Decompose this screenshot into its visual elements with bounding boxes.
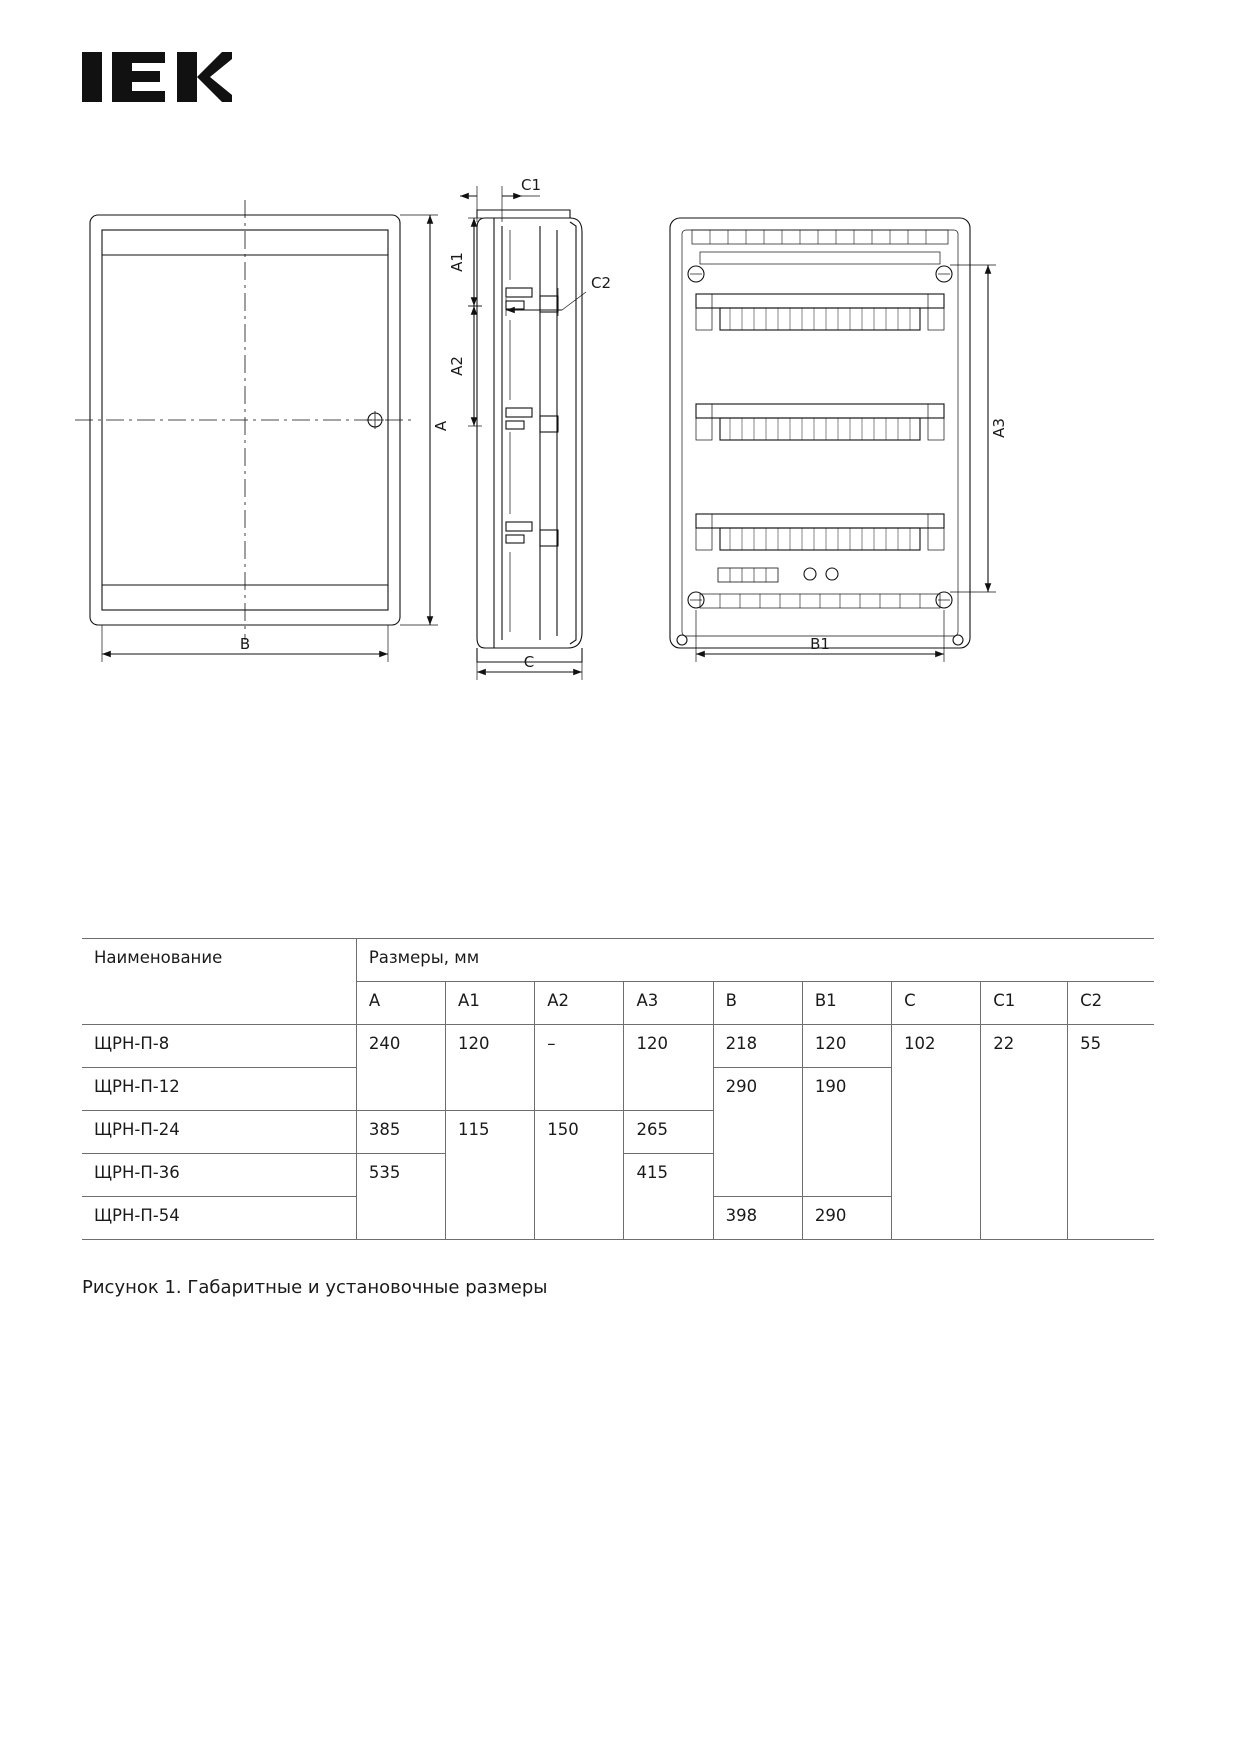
cell-A: 535	[356, 1154, 445, 1240]
dim-label-C2: C2	[590, 274, 612, 292]
front-view	[75, 200, 415, 640]
cell-A: 385	[356, 1111, 445, 1154]
table-header-row-1	[82, 939, 1154, 982]
internal-view	[670, 218, 970, 648]
cell-name: ЩРН-П-24	[82, 1111, 356, 1154]
cell-A2: 150	[535, 1111, 624, 1240]
cell-name: ЩРН-П-8	[82, 1025, 356, 1068]
cell-C: 102	[892, 1025, 981, 1240]
header-col-C2: C2	[1068, 982, 1154, 1025]
dimension-A	[400, 215, 438, 625]
figure-caption: Рисунок 1. Габаритные и установочные размеры	[82, 1277, 548, 1298]
header-col-A3: A3	[624, 982, 713, 1025]
cell-B1: 190	[802, 1068, 891, 1197]
dim-label-C1: C1	[520, 176, 542, 194]
cell-A2: –	[535, 1025, 624, 1111]
header-col-A: A	[356, 982, 445, 1025]
technical-drawing-group	[70, 170, 1100, 690]
cell-A1: 120	[446, 1025, 535, 1111]
dim-label-B1: B1	[810, 635, 830, 653]
cell-name: ЩРН-П-36	[82, 1154, 356, 1197]
cell-B: 218	[713, 1025, 802, 1068]
cell-B: 290	[713, 1068, 802, 1197]
cell-A: 240	[356, 1025, 445, 1111]
side-view	[477, 210, 582, 662]
iek-logo-mark	[82, 46, 232, 108]
dim-label-A: A	[432, 420, 450, 432]
cell-A3: 120	[624, 1025, 713, 1111]
header-col-B: B	[713, 982, 802, 1025]
header-dimensions: Размеры, мм	[356, 939, 1154, 982]
dim-label-A3: A3	[990, 418, 1008, 438]
cell-name: ЩРН-П-12	[82, 1068, 356, 1111]
header-col-B1: B1	[802, 982, 891, 1025]
table-row	[82, 1025, 1154, 1068]
dimensions-table	[82, 938, 1154, 1240]
cell-B: 398	[713, 1197, 802, 1240]
cell-A3: 265	[624, 1111, 713, 1154]
dim-label-C: C	[523, 653, 535, 671]
cell-C2: 55	[1068, 1025, 1154, 1240]
header-col-C: C	[892, 982, 981, 1025]
dim-label-B: B	[239, 635, 251, 653]
header-col-A2: A2	[535, 982, 624, 1025]
cell-B1: 290	[802, 1197, 891, 1240]
iek-logo	[82, 46, 232, 108]
cell-A1: 115	[446, 1111, 535, 1240]
cell-A3: 415	[624, 1154, 713, 1240]
dim-label-A1: A1	[448, 252, 466, 272]
cell-name: ЩРН-П-54	[82, 1197, 356, 1240]
header-col-A1: A1	[446, 982, 535, 1025]
cell-B1: 120	[802, 1025, 891, 1068]
header-name: Наименование	[82, 939, 356, 1025]
header-col-C1: C1	[981, 982, 1068, 1025]
dimension-A1	[468, 218, 482, 306]
dimension-A2	[468, 306, 482, 426]
cell-C1: 22	[981, 1025, 1068, 1240]
dim-label-A2: A2	[448, 356, 466, 376]
